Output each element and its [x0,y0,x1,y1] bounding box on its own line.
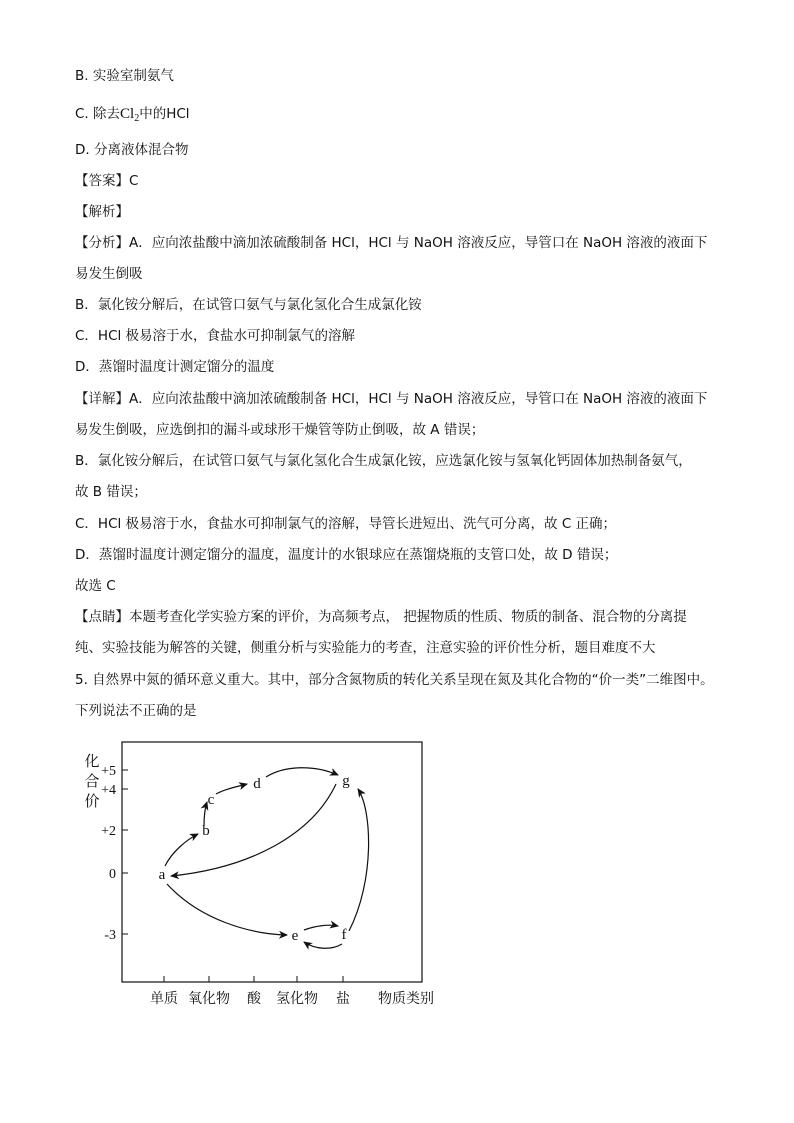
node-c: c [207,792,215,808]
xiangjie-line-6: D．蒸馏时温度计测定馏分的温度，温度计的水银球应在蒸馏烧瓶的支管口处，故 D 错误； [75,547,618,563]
xiangjie-line-1: 【详解】A．应向浓盐酸中滴加浓硫酸制备 HCl，HCl 与 NaOH 溶液反应，导管口在 NaOH 溶液的液面下 [75,391,708,407]
dianjing-tag: 【点睛】 [75,609,129,625]
x-tick-label: 酸 [247,991,261,1007]
option-b-text: 实验室制氨气 [92,68,174,84]
edge-a-e [167,884,287,935]
option-c-post: 中的HCl [139,106,190,122]
node-b: b [202,823,210,839]
xiangjie-line-4: 故 B 错误； [75,484,147,500]
edge-f-e [304,942,342,948]
x-tick-label: 盐 [336,991,350,1007]
y-axis-label-char: 合 [84,772,100,790]
xiangjie-line-7: 故选 C [75,578,116,594]
y-tick-label: +4 [101,783,116,798]
node-d: d [253,776,261,792]
node-f: f [341,927,347,943]
fenxi-line-4: C．HCl 极易溶于水，食盐水可抑制氯气的溶解 [75,328,356,344]
xiangjie-line-5: C．HCl 极易溶于水，食盐水可抑制氯气的溶解，导管长进短出、洗气可分离，故 C 正确； [75,516,617,532]
x-axis-label: 物质类别 [378,991,434,1007]
question-5-line-1: 5. 自然界中氮的循环意义重大。其中，部分含氮物质的转化关系呈现在氮及其化合物的“价一类”二维图中。 [75,672,714,688]
node-g: g [342,773,350,789]
y-tick-label: -3 [104,928,116,943]
xiangjie-line-2: 易发生倒吸，应选倒扣的漏斗或球形干燥管等防止倒吸，故 A 错误； [75,422,485,438]
y-tick-label: 0 [109,867,116,882]
option-c-label: C. [75,106,89,122]
xiangjie-line-3: B．氯化铵分解后，在试管口氨气与氯化氢化合生成氯化铵，应选氯化铵与氢氧化钙固体加热制备氨气， [75,453,692,469]
y-tick-label: +2 [101,824,116,839]
y-tick-label: +5 [101,764,116,779]
x-tick-label: 氧化物 [188,991,230,1007]
edge-c-d [216,784,247,794]
edge-a-b [165,834,198,866]
option-d-text: 分离液体混合物 [93,142,189,158]
fenxi-line-5: D．蒸馏时温度计测定馏分的温度 [75,359,275,375]
answer-tag: 【答案】 [75,173,129,189]
node-a: a [158,867,166,883]
fenxi-line-3: B．氯化铵分解后，在试管口氨气与氯化氢化合生成氯化铵 [75,297,422,313]
fenxi-line-2: 易发生倒吸 [75,266,143,282]
x-tick-label: 单质 [150,991,178,1007]
edge-g-a [171,784,336,876]
question-5-line-2: 下列说法不正确的是 [75,703,197,719]
edge-d-g [266,768,338,777]
edge-e-f [304,925,338,930]
option-d-label: D. [75,142,90,158]
dianjing-line-1: 【点睛】本题考查化学实验方案的评价，为高频考点， 把握物质的性质、物质的制备、混合物的分离提 [75,609,687,625]
fenxi-tag: 【分析】 [75,235,129,251]
x-tick-label: 氢化物 [276,991,318,1007]
fenxi-line-1: 【分析】A．应向浓盐酸中滴加浓硫酸制备 HCl，HCl 与 NaOH 溶液反应，导管口在 NaOH 溶液的液面下 [75,235,708,251]
y-axis-label-char: 化 [84,752,100,770]
edge-f-g [349,789,369,931]
option-b-label: B. [75,68,89,84]
option-c-formula: $Cl_2$ [120,106,140,124]
y-axis-label-char: 价 [84,792,100,810]
analysis-tag: 【解析】 [75,204,129,220]
answer-value: C [129,173,139,189]
dianjing-line-2: 纯、实验技能为解答的关键，侧重分析与实验能力的考查，注意实验的评价性分析，题目难度不大 [75,640,656,656]
xiangjie-tag: 【详解】 [75,391,129,407]
option-c-pre: 除去 [93,106,121,122]
node-e: e [291,928,299,944]
